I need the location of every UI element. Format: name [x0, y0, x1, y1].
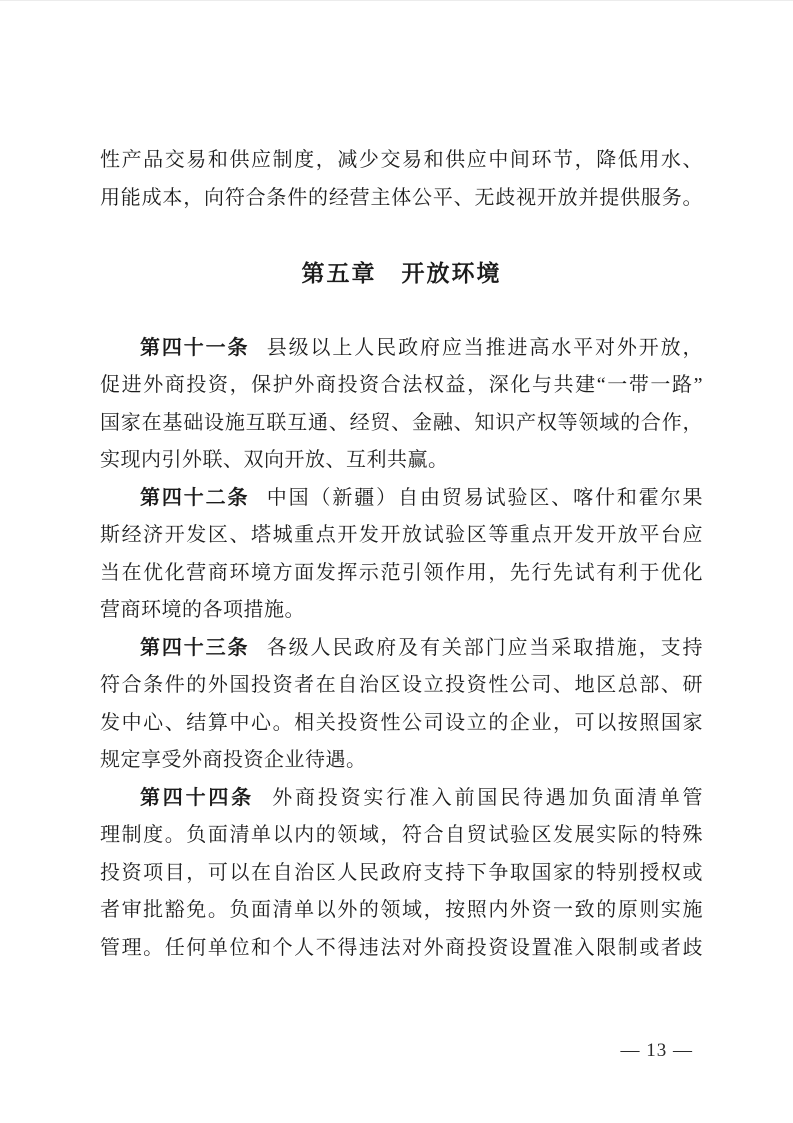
- text-line: 实现内引外联、双向开放、互利共赢。: [100, 449, 449, 471]
- chapter-heading: 第五章 开放环境: [301, 259, 502, 286]
- text-line: 性产品交易和供应制度，减少交易和供应中间环节，降低用水、: [100, 149, 703, 171]
- page-footer: [621, 1040, 694, 1062]
- text-line: 当在优化营商环境方面发挥示范引领作用，先行先试有利于优化: [100, 561, 703, 584]
- text-line: 理制度。负面清单以内的领域，符合自贸试验区发展实际的特殊: [100, 824, 703, 846]
- text-line: [100, 780, 703, 818]
- line-text: 各级人民政府及有关部门应当采取措施，支持: [265, 636, 704, 659]
- article-number: 第四十一条: [140, 336, 250, 359]
- text-line: [100, 330, 703, 368]
- text-line: 发中心、结算中心。相关投资性公司设立的企业，可以按照国家: [100, 711, 703, 734]
- article-number: 第四十二条: [140, 486, 250, 509]
- text-line: 者审批豁免。负面清单以外的领域，按照内外资一致的原则实施: [100, 899, 703, 921]
- page-number: — 13 —: [620, 1040, 693, 1061]
- line-text: 县级以上人民政府应当推进高水平对外开放，: [265, 336, 704, 359]
- text-line: [100, 630, 703, 668]
- text-line: 规定享受外商投资企业待遇。: [100, 749, 367, 771]
- line-text: 中国（新疆）自由贸易试验区、喀什和霍尔果: [265, 486, 704, 509]
- text-line: 管理。任何单位和个人不得违法对外商投资设置准入限制或者歧: [100, 936, 703, 959]
- document-body: [100, 142, 703, 967]
- line-text: 外商投资实行准入前国民待遇加负面清单管: [269, 786, 704, 809]
- text-line: 国家在基础设施互联互通、经贸、金融、知识产权等领域的合作，: [100, 411, 703, 434]
- text-line: 符合条件的外国投资者在自治区设立投资性公司、地区总部、研: [100, 674, 703, 696]
- text-line: 斯经济开发区、塔城重点开发开放试验区等重点开发开放平台应: [100, 524, 703, 546]
- text-line: 用能成本，向符合条件的经营主体公平、无歧视开放并提供服务。: [100, 186, 703, 209]
- article-number: 第四十四条: [140, 786, 254, 809]
- text-line: [100, 480, 703, 518]
- text-line: 投资项目，可以在自治区人民政府支持下争取国家的特别授权或: [100, 861, 703, 884]
- text-line: 营商环境的各项措施。: [100, 599, 305, 621]
- text-line: 促进外商投资，保护外商投资合法权益，深化与共建“一带一路”: [100, 374, 703, 396]
- article-number: 第四十三条: [140, 636, 250, 659]
